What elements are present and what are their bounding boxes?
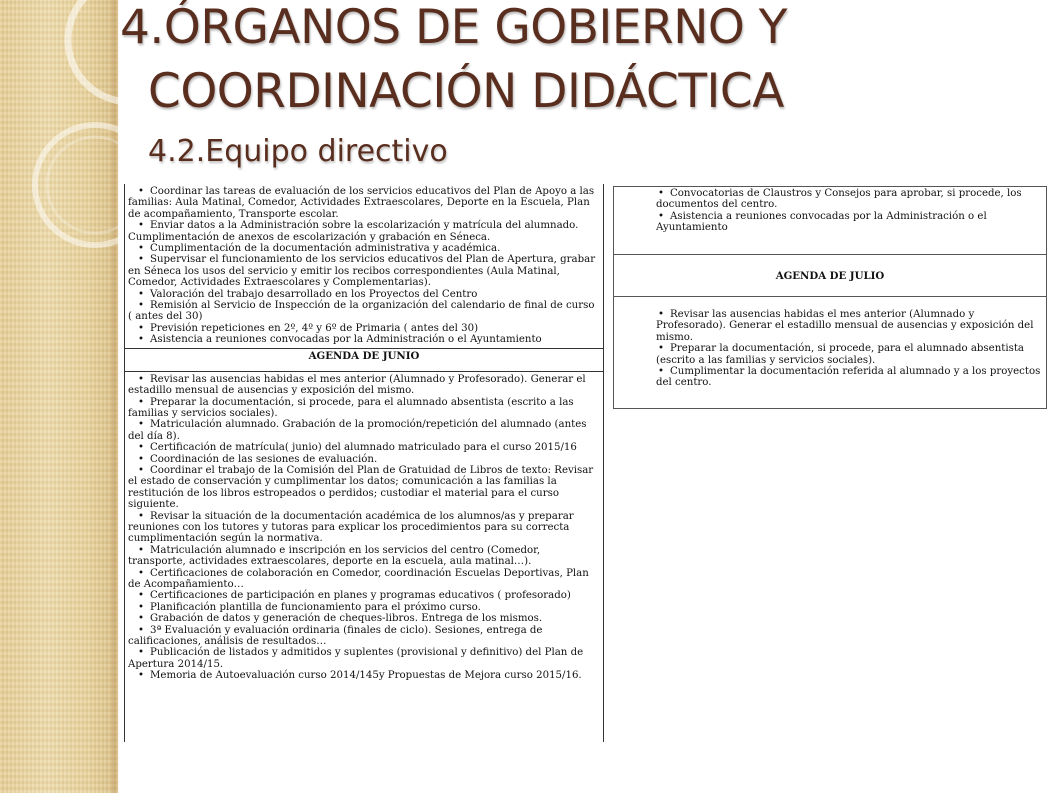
list-item [656, 343, 1042, 366]
bullet-icon: • [657, 366, 664, 378]
list-item [128, 442, 601, 453]
list-item-text: Valoración del trabajo desarrollado en los Proyectos del Centro [150, 288, 478, 300]
list-item [128, 511, 601, 545]
list-item-text: Cumplimentar la documentación referida al alumnado y a los proyectos del centro. [656, 366, 1041, 389]
list-item [128, 243, 601, 254]
bullet-icon: • [137, 442, 144, 454]
list-item [128, 334, 601, 345]
list-item-text: Matriculación alumnado e inscripción en los servicios del centro (Comedor, transporte, actividades extraescolares, deporte en la escuela, aula matinal…). [128, 544, 541, 568]
list-item [128, 545, 601, 568]
right-top-box [614, 187, 1046, 255]
bullet-icon: • [137, 601, 144, 613]
list-item [128, 254, 601, 288]
bullet-icon: • [657, 309, 664, 320]
list-item [128, 613, 601, 624]
bullet-icon: • [137, 300, 144, 312]
list-item-text: Matriculación alumnado. Grabación de la promoción/repetición del alumnado (antes del día 8). [128, 419, 587, 442]
list-item-text: Memoria de Autoevaluación curso 2014/145y Propuestas de Mejora curso 2015/16. [150, 670, 582, 682]
bullet-icon: • [657, 188, 664, 199]
list-item-text: Revisar la situación de la documentación académica de los alumnos/as y preparar reuniones con los tutores y tutoras para explicar los procedimientos para su correcta cumplimentación según la normativa. [128, 510, 574, 545]
bullet-icon: • [137, 567, 144, 579]
list-item [128, 647, 601, 670]
bullet-icon: • [657, 210, 664, 222]
list-item-text: Preparar la documentación, si procede, para el alumnado absentista (escrito a las familias y servicios sociales). [656, 343, 1025, 366]
list-item-text: Preparar la documentación, si procede, para el alumnado absentista (escrito a las familias y servicios sociales). [128, 396, 574, 419]
list-item [128, 670, 601, 681]
list-item-text: Revisar las ausencias habidas el mes anterior (Alumnado y Profesorado). Generar el estadillo mensual de ausencias y exposición del mismo. [128, 373, 586, 397]
list-item-text: 3ª Evaluación y evaluación ordinaria (finales de ciclo). Sesiones, entrega de calificaciones, análisis de resultados… [128, 624, 543, 648]
agenda-julio-heading: AGENDA DE JULIO [614, 255, 1046, 297]
bullet-icon: • [137, 220, 144, 232]
list-item-text: Coordinación de las sesiones de evaluación. [150, 453, 378, 465]
list-item [656, 366, 1042, 389]
list-item [656, 211, 1042, 234]
list-item [656, 188, 1042, 211]
list-item [128, 590, 601, 601]
bullet-icon: • [137, 243, 144, 255]
bullet-icon: • [137, 453, 144, 465]
bullet-icon: • [137, 544, 144, 556]
list-item-text: Convocatorias de Claustros y Consejos para aprobar, si procede, los documentos del centro. [656, 188, 1022, 211]
list-item [128, 568, 601, 591]
bullet-icon: • [137, 396, 144, 408]
list-item-text: Certificaciones de participación en planes y programas educativos ( profesorado) [150, 590, 571, 602]
bullet-icon: • [137, 613, 144, 625]
list-item [128, 374, 601, 397]
bullet-icon: • [137, 322, 144, 334]
bullet-icon: • [137, 670, 144, 682]
bullet-icon: • [137, 647, 144, 659]
list-item [128, 419, 601, 442]
june-agenda-list [125, 372, 603, 684]
bullet-icon: • [137, 419, 144, 431]
list-item-text: Enviar datos a la Administración sobre la escolarización y matrícula del alumnado. Cumplimentación de anexos de escolarización y grabación en Séneca. [128, 220, 579, 243]
list-item [128, 323, 601, 334]
list-item [128, 397, 601, 420]
left-document-scan [124, 184, 604, 742]
left-top-list [125, 184, 603, 348]
right-top-list [614, 187, 1046, 236]
bullet-icon: • [137, 254, 144, 266]
list-item [128, 602, 601, 613]
list-item [128, 220, 601, 243]
list-item [128, 186, 601, 220]
list-item-text: Grabación de datos y generación de cheques-libros. Entrega de los mismos. [150, 613, 543, 625]
bullet-icon: • [137, 373, 144, 385]
list-item-text: Coordinar las tareas de evaluación de los servicios educativos del Plan de Apoyo a las familias: Aula Matinal, Comedor, Actividades Extraescolares, Deporte en la Escuela, Plan de acompañamiento, Transporte escolar. [128, 186, 595, 220]
slide-subtitle: 4.2.Equipo directivo [148, 134, 448, 169]
slide-title-line-1: 4.ÓRGANOS DE GOBIERNO Y [120, 0, 787, 55]
bullet-icon: • [137, 624, 144, 636]
list-item-text: Planificación plantilla de funcionamiento para el próximo curso. [150, 601, 481, 613]
list-item [128, 300, 601, 323]
list-item-text: Cumplimentación de la documentación administrativa y académica. [150, 243, 501, 255]
list-item-text: Previsión repeticiones en 2º, 4º y 6º de Primaria ( antes del 30) [150, 322, 479, 334]
agenda-junio-heading: AGENDA DE JUNIO [125, 348, 603, 372]
slide-title-line-2: COORDINACIÓN DIDÁCTICA [148, 64, 784, 119]
july-agenda-list [614, 297, 1046, 391]
list-item-text: Asistencia a reuniones convocadas por la Administración o el Ayuntamiento [656, 210, 987, 234]
list-item-text: Supervisar el funcionamiento de los servicios educativos del Plan de Apertura, grabar en Séneca los usos del servicio y emitir los recibos correspondientes (Aula Matinal, Comedor, Actividades Extraescolares y Complementarias). [128, 254, 596, 289]
list-item [656, 309, 1042, 343]
bullet-icon: • [137, 334, 144, 346]
list-item-text: Certificación de matrícula( junio) del alumnado matriculado para el curso 2015/16 [150, 442, 577, 454]
list-item [128, 465, 601, 511]
bullet-icon: • [137, 464, 144, 476]
list-item-text: Coordinar el trabajo de la Comisión del Plan de Gratuidad de Libros de texto: Revisar el estado de conservación y cumplimentar los datos; comunicación a las familias la restitución de los libros estropeados o perdidos; custodiar el material para el curso siguiente. [128, 464, 594, 511]
list-item [128, 289, 601, 300]
bullet-icon: • [657, 343, 664, 355]
list-item-text: Remisión al Servicio de Inspección de la organización del calendario de final de curso ( antes del 30) [128, 300, 595, 323]
list-item-text: Publicación de listados y admitidos y suplentes (provisional y definitivo) del Plan de Apertura 2014/15. [128, 647, 584, 670]
list-item [128, 625, 601, 648]
slide-title [120, 0, 787, 124]
list-item [128, 454, 601, 465]
bullet-icon: • [137, 590, 144, 602]
list-item-text: Revisar las ausencias habidas el mes anterior (Alumnado y Profesorado). Generar el estadillo mensual de ausencias y exposición del mismo. [656, 309, 1034, 343]
right-document-scan [613, 186, 1047, 409]
list-item-text: Asistencia a reuniones convocadas por la Administración o el Ayuntamiento [150, 334, 542, 346]
bullet-icon: • [137, 186, 144, 197]
list-item-text: Certificaciones de colaboración en Comedor, coordinación Escuelas Deportivas, Plan de Acompañamiento… [128, 567, 589, 590]
bullet-icon: • [137, 288, 144, 300]
bullet-icon: • [137, 510, 144, 522]
